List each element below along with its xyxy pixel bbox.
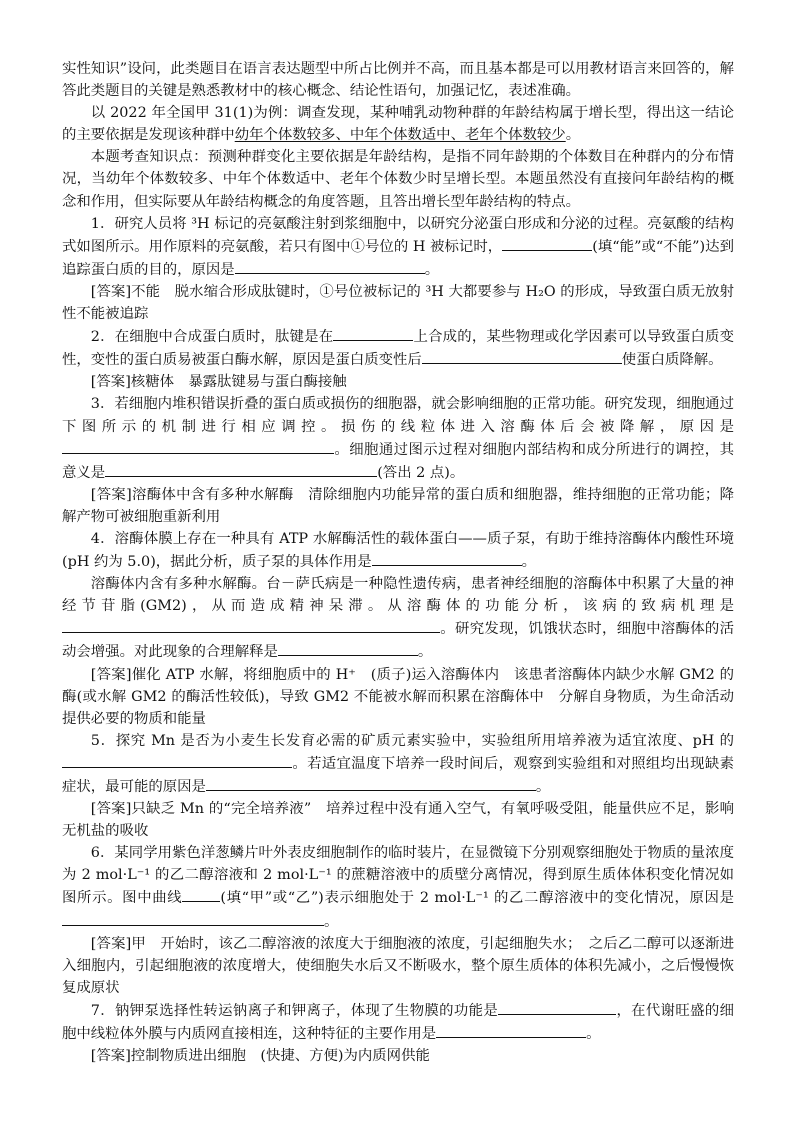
answer-blank[interactable] <box>182 886 220 902</box>
answer-6: [答案]甲 开始时，该乙二醇溶液的浓度大于细胞液的浓度，引起细胞失水； 之后乙二醇可以逐渐进入细胞内，引起细胞液的浓度增大，使细胞失水后又不断吸水，整个原生质体的体积先减小，之后慢慢恢复成原状 <box>62 935 734 996</box>
answer-1: [答案]不能 脱水缩合形成肽键时，①号位被标记的 ³H 大都要参与 H₂O 的形成，导致蛋白质无放射性不能被追踪 <box>62 283 734 323</box>
answer-blank[interactable] <box>105 461 377 477</box>
answer-blank[interactable] <box>62 617 440 633</box>
answer-blank[interactable] <box>436 1022 586 1038</box>
question-7: 7．钠钾泵选择性转运钠离子和钾离子，体现了生物膜的功能是 ，在代谢旺盛的细胞中线粒体外膜与内质网直接相连，这种特征的主要作用是 。 <box>62 999 734 1045</box>
answer-blank[interactable] <box>62 438 334 454</box>
answer-blank[interactable] <box>235 258 425 274</box>
question-3: 3．若细胞内堆积错误折叠的蛋白质或损伤的细胞器，就会影响细胞的正常功能。研究发现，细胞通过下图所示的机制进行相应调控。损伤的线粒体进入溶酶体后会被降解，原因是。细胞通过图示过程对细胞内部结构和成分所进行的调控，其意义是 (答出 2 点)。 <box>62 396 734 481</box>
answer-7: [答案]控制物质进出细胞 (快捷、方便)为内质网供能 <box>90 1048 430 1065</box>
answer-3: [答案]溶酶体中含有多种水解酶 清除细胞内功能异常的蛋白质和细胞器，维持细胞的正常功能；降解产物可被细胞重新利用 <box>62 486 734 525</box>
intro-paragraph: 实性知识”设问，此类题目在语言表达题型中所占比例并不高，而且基本都是可以用教材语言来回答的，解答此类题目的关键是熟悉教材中的核心概念、结论性语句，加强记忆，表述准确。 <box>62 61 734 100</box>
answer-blank[interactable] <box>278 640 418 656</box>
answer-blank[interactable] <box>498 999 616 1015</box>
answer-blank[interactable] <box>422 348 622 364</box>
answer-2: [答案]核糖体 暴露肽键易与蛋白酶接触 <box>90 374 347 391</box>
analysis-paragraph: 本题考查知识点：预测种群变化主要依据是年龄结构，是指不同年龄期的个体数目在种群内的分布情况，当幼年个体数较多、中年个体数适中、老年个体数少时呈增长型。本题虽然没有直接问年龄结构的概念和作用，但实际要从年龄结构概念的角度答题，且答出增长型年龄结构的特点。 <box>62 149 734 210</box>
answer-blank[interactable] <box>502 235 592 251</box>
answer-blank[interactable] <box>372 550 522 566</box>
answer-blank[interactable] <box>62 752 292 768</box>
question-2: 2．在细胞中合成蛋白质时，肽键是在 上合成的，某些物理或化学因素可以导致蛋白质变性，变性的蛋白质易被蛋白酶水解，原因是蛋白质变性后 使蛋白质降解。 <box>62 325 734 371</box>
question-4-cont: 溶酶体内含有多种水解酶。台－萨氏病是一种隐性遗传病，患者神经细胞的溶酶体中积累了大量的神经节苷脂(GM2)，从而造成精神呆滞。从溶酶体的功能分析，该病的致病机理是。研究发现，饥饿状态时，细胞中溶酶体的活动会增强。对此现象的合理解释是 。 <box>62 576 734 661</box>
example-paragraph: 以 2022 年全国甲 31(1)为例：调查发现，某种哺乳动物种群的年龄结构属于增长型，得出这一结论的主要依据是发现该种群中幼年个体数较多、中年个体数适中、老年个体数较少。 <box>62 105 734 144</box>
question-4: 4．溶酶体膜上存在一种具有 ATP 水解酶活性的载体蛋白——质子泵，有助于维持溶酶体内酸性环境(pH 约为 5.0)，据此分析，质子泵的具体作用是 。 <box>62 530 734 571</box>
answer-4: [答案]催化 ATP 水解，将细胞质中的 H⁺ (质子)运入溶酶体内 该患者溶酶体内缺少水解 GM2 的酶(或水解 GM2 的酶活性较低)，导致 GM2 不能被水解而积累在溶酶体中 分解自身物质，为生命活动提供必要的物质和能量 <box>62 666 734 727</box>
answer-blank[interactable] <box>62 910 324 926</box>
question-6: 6．某同学用紫色洋葱鳞片叶外表皮细胞制作的临时装片，在显微镜下分别观察细胞处于物质的量浓度为 2 mol·L⁻¹ 的乙二醇溶液和 2 mol·L⁻¹ 的蔗糖溶液中的质壁分离情况，得到原生质体体积变化情况如图所示。图中曲线 (填“甲”或“乙”)表示细胞处于 2 mol·L⁻¹ 的乙二醇溶液中的变化情况，原因是。 <box>62 845 734 930</box>
question-1: 1．研究人员将 ³H 标记的亮氨酸注射到浆细胞中，以研究分泌蛋白形成和分泌的过程。亮氨酸的结构式如图所示。用作原料的亮氨酸，若只有图中①号位的 H 被标记时， (填“能”或“不能”)达到追踪蛋白质的目的，原因是 。 <box>62 215 734 278</box>
underlined-answer: 幼年个体数较多、中年个体数适中、老年个体数较少 <box>234 127 566 144</box>
question-5: 5．探究 Mn 是否为小麦生长发育必需的矿质元素实验中，实验组所用培养液为适宜浓度、pH 的。若适宜温度下培养一段时间后，观察到实验组和对照组均出现缺素症状，最可能的原因是 。 <box>62 732 734 795</box>
answer-5: [答案]只缺乏 Mn 的“完全培养液” 培养过程中没有通入空气，有氧呼吸受阻，能量供应不足，影响无机盐的吸收 <box>62 801 734 840</box>
document-page <box>62 58 734 1067</box>
answer-blank[interactable] <box>206 775 536 791</box>
answer-blank[interactable] <box>333 325 413 341</box>
